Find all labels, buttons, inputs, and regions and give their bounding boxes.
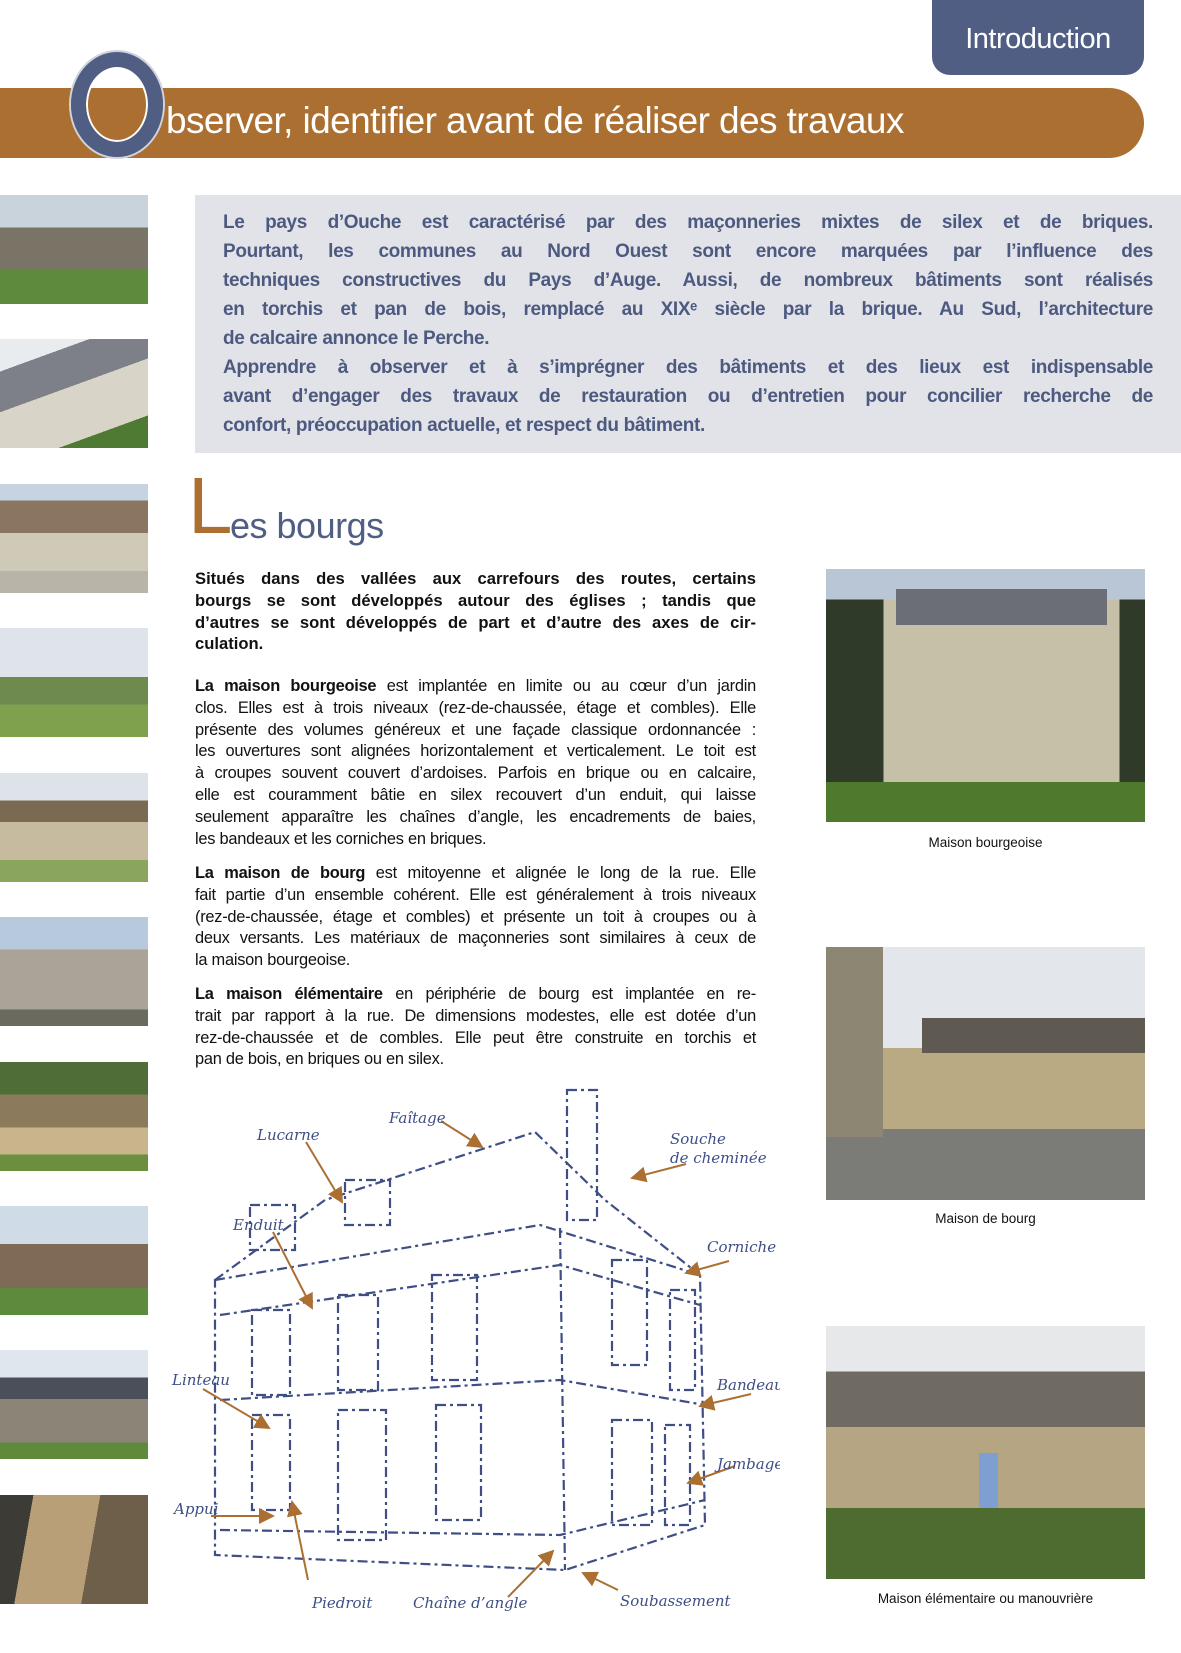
thumbnail-photo bbox=[0, 628, 148, 737]
label-enduit: Enduit bbox=[233, 1216, 284, 1234]
intro-line: Le pays d’Ouche est caractérisé par des maçonneries mixtes de silex et de briques. bbox=[223, 212, 1153, 233]
thumbnail-photo bbox=[0, 1206, 148, 1315]
photo-maison-bourgeoise bbox=[826, 569, 1145, 822]
thumbnail-photo bbox=[0, 773, 148, 882]
intro-text bbox=[223, 208, 1153, 440]
label-piedroit: Piedroit bbox=[312, 1594, 373, 1612]
label-corniche: Corniche bbox=[707, 1238, 777, 1256]
thumbnail-photo bbox=[0, 917, 148, 1026]
paragraph-line: fait partie d’un ensemble cohérent. Elle est généralement à trois niveaux bbox=[195, 885, 756, 904]
paragraph-lead: La maison bourgeoise bbox=[195, 677, 377, 695]
label-linteau: Linteau bbox=[172, 1371, 230, 1389]
thumbnail-photo bbox=[0, 1495, 148, 1604]
intro-line: avant d’engager des travaux de restauration ou d’entretien pour concilier recherche de bbox=[223, 386, 1153, 407]
photo-caption: Maison bourgeoise bbox=[928, 835, 1043, 850]
paragraph-lead: La maison élémentaire bbox=[195, 985, 383, 1003]
photo-caption: Maison élémentaire ou manouvrière bbox=[877, 1591, 1094, 1606]
lead-line: culation. bbox=[195, 634, 264, 654]
lead-line: Situés dans des vallées aux carrefours des routes, certains bbox=[195, 569, 756, 588]
intro-line: Pourtant, les communes au Nord Ouest sont encore marquées par l’influence des bbox=[223, 241, 1153, 262]
label-chaine-d-angle: Chaîne d’angle bbox=[413, 1594, 528, 1612]
paragraph-maison-elementaire bbox=[195, 984, 756, 1071]
house-sketch bbox=[215, 1090, 705, 1570]
paragraph-line: deux versants. Les matériaux de maçonneries sont similaires à ceux de bbox=[195, 929, 756, 948]
thumbnail-photo bbox=[0, 195, 148, 304]
paragraph-line: seulement apparaître les chaînes d’angle, les encadrements de baies, bbox=[195, 807, 756, 826]
label-faitage: Faîtage bbox=[389, 1109, 446, 1127]
paragraph-line: rez-de-chaussée et de combles. Elle peut être construite en torchis et bbox=[195, 1028, 756, 1047]
intro-line: confort, préoccupation actuelle, et respect du bâtiment. bbox=[223, 415, 705, 436]
section-lead bbox=[195, 568, 756, 655]
paragraph-maison-bourgeoise bbox=[195, 676, 756, 850]
label-de-cheminee: de cheminée bbox=[670, 1149, 767, 1167]
paragraph-line: en périphérie de bourg est implantée en re- bbox=[382, 985, 757, 1003]
thumbnail-photo bbox=[0, 484, 148, 593]
label-lucarne: Lucarne bbox=[257, 1126, 320, 1144]
intro-line: en torchis et pan de bois, remplacé au XIXᵉ siècle par la brique. Au Sud, l’architecture bbox=[223, 299, 1153, 320]
title-initial-o bbox=[71, 52, 163, 157]
section-tab-introduction: Introduction bbox=[932, 0, 1144, 75]
paragraph-line: les ouvertures sont alignées horizontalement et verticalement. Le toit est bbox=[195, 742, 756, 761]
paragraph-line: pan de bois, en briques ou en silex. bbox=[195, 1050, 444, 1069]
intro-line: Apprendre à observer et à s’imprégner des bâtiments et des lieux est indispensable bbox=[223, 357, 1153, 378]
thumbnail-photo bbox=[0, 1350, 148, 1459]
label-soubassement: Soubassement bbox=[620, 1592, 731, 1610]
photo-maison-de-bourg bbox=[826, 947, 1145, 1200]
paragraph-maison-de-bourg bbox=[195, 863, 756, 972]
section-initial: L bbox=[188, 461, 233, 550]
paragraph-line: (rez-de-chaussée, étage et combles) et présente un toit à croupes ou à bbox=[195, 907, 756, 926]
intro-line: techniques constructives du Pays d’Auge. Aussi, de nombreux bâtiments sont réalisés bbox=[223, 270, 1153, 291]
label-appui: Appui bbox=[174, 1500, 219, 1518]
paragraph-line: les bandeaux et les corniches en briques. bbox=[195, 829, 487, 848]
thumbnail-photo bbox=[0, 1062, 148, 1171]
label-bandeau: Bandeau bbox=[717, 1376, 780, 1394]
paragraph-line: est implantée en limite ou au cœur d’un jardin bbox=[376, 677, 756, 695]
paragraph-line: trait par rapport à la rue. De dimensions modestes, elle est dotée d’un bbox=[195, 1006, 756, 1025]
page-title: bserver, identifier avant de réaliser des travaux bbox=[166, 100, 904, 141]
paragraph-lead: La maison de bourg bbox=[195, 864, 366, 882]
intro-line: de calcaire annonce le Perche. bbox=[223, 328, 490, 349]
thumbnail-photo bbox=[0, 339, 148, 448]
lead-line: d’autres se sont développés de part et d’autre des axes de cir- bbox=[195, 612, 756, 632]
label-jambage: Jambage bbox=[717, 1455, 780, 1473]
paragraph-line: à croupes souvent couvert d’ardoises. Parfois en brique ou en calcaire, bbox=[195, 764, 756, 783]
label-souche: Souche bbox=[670, 1130, 726, 1148]
house-anatomy-diagram bbox=[160, 1080, 780, 1620]
paragraph-line: clos. Elles est à trois niveaux (rez-de-chaussée, étage et combles). Elle bbox=[195, 698, 756, 717]
section-heading: es bourgs bbox=[230, 505, 384, 546]
paragraph-line: est mitoyenne et alignée le long de la rue. Elle bbox=[365, 864, 756, 882]
paragraph-line: la maison bourgeoise. bbox=[195, 951, 351, 970]
paragraph-line: elle est couramment bâtie en silex recouvert d’un enduit, qui laisse bbox=[195, 785, 756, 804]
paragraph-line: présente des volumes généreux et une façade classique ordonnancée : bbox=[195, 720, 756, 739]
photo-maison-elementaire bbox=[826, 1326, 1145, 1579]
photo-caption: Maison de bourg bbox=[935, 1211, 1036, 1226]
lead-line: bourgs se sont développés autour des églises ; tandis que bbox=[195, 590, 756, 610]
